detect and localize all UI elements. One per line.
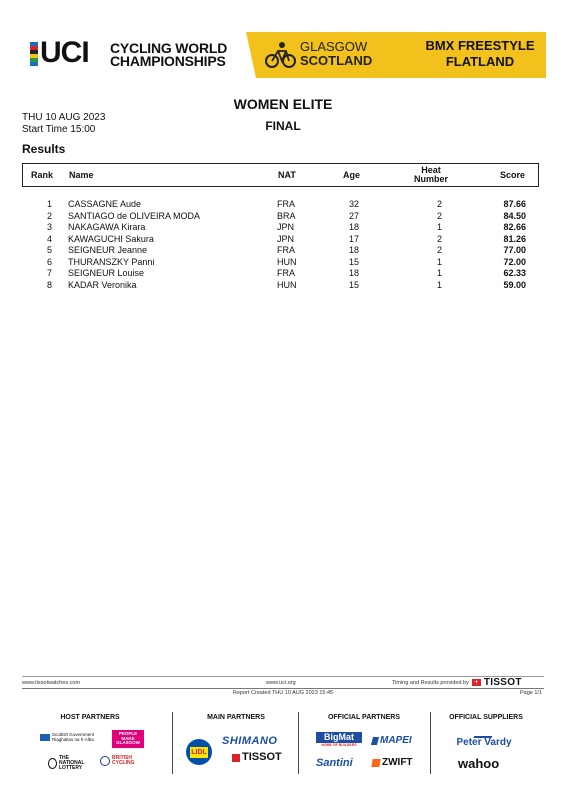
table-row [22, 280, 539, 292]
championships-title [110, 42, 227, 68]
official-suppliers-title: OFFICIAL SUPPLIERS [449, 714, 523, 721]
bigmat-text: BigMat [316, 732, 362, 743]
official-partners-title: OFFICIAL PARTNERS [327, 714, 401, 721]
score-cell: 87.66 [503, 199, 526, 209]
nat-cell: HUN [277, 279, 297, 290]
results-table-body [22, 199, 539, 291]
page-number: Page 1/1 [520, 690, 543, 696]
lidl-logo [186, 739, 212, 765]
host-city-line2: SCOTLAND [300, 53, 373, 68]
heat-cell: 1 [436, 256, 442, 267]
score-cell: 77.00 [503, 245, 526, 255]
uci-url-link[interactable]: www.uci.org [266, 680, 296, 686]
age-cell: 18 [348, 245, 359, 255]
heat-cell: 1 [436, 268, 442, 278]
table-row [22, 268, 539, 280]
table-row [22, 257, 539, 269]
tissot-cross-icon: + [472, 679, 481, 686]
col-rank: Rank [31, 169, 54, 180]
host-partners-title: HOST PARTNERS [60, 714, 120, 721]
rank-cell: 4 [46, 233, 52, 244]
event-line1: BMX FREESTYLE [425, 38, 535, 53]
heat-cell: 2 [436, 245, 442, 255]
british-cycling-logo [100, 756, 148, 766]
phase-title: FINAL [265, 119, 301, 133]
tissot-url-link[interactable]: www.tissotwatches.com [22, 680, 81, 686]
shimano-logo: SHIMANO [222, 735, 278, 747]
rank-cell: 5 [46, 245, 52, 255]
age-cell: 18 [348, 268, 359, 278]
table-row [22, 234, 539, 246]
table-row [22, 245, 539, 257]
rank-cell: 7 [46, 268, 52, 278]
section-title: Results [22, 142, 66, 156]
table-row [22, 199, 539, 211]
wahoo-logo: wahoo [458, 756, 500, 771]
event-date: THU 10 AUG 2023 [22, 112, 106, 123]
name-cell: SEIGNEUR Jeanne [68, 245, 148, 255]
name-cell: NAKAGAWA Kirara [68, 222, 146, 232]
rank-cell: 8 [46, 279, 52, 290]
tissot-text: TISSOT [242, 751, 282, 763]
col-heat-line2: Number [413, 174, 448, 184]
crossed-fingers-icon [48, 758, 57, 769]
heat-cell: 1 [436, 279, 442, 290]
mapei-logo [372, 736, 412, 746]
age-cell: 27 [348, 210, 359, 221]
col-name: Name [69, 169, 94, 180]
name-cell: SANTIAGO de OLIVEIRA MODA [68, 210, 201, 221]
col-nat: NAT [278, 169, 296, 180]
zwift-text: ZWIFT [382, 757, 413, 768]
rank-cell: 1 [46, 199, 52, 209]
tissot-logo [232, 752, 282, 763]
event-line2: FLATLAND [445, 54, 515, 69]
main-partners-title: MAIN PARTNERS [207, 714, 265, 721]
event-name [420, 38, 540, 70]
peter-vardy-text: Peter Vardy [456, 737, 512, 748]
nat-cell: FRA [277, 199, 295, 209]
score-cell: 59.00 [503, 279, 526, 290]
col-heat [401, 164, 461, 186]
nat-cell: JPN [277, 233, 295, 244]
host-city-line1: GLASGOW [300, 39, 368, 54]
name-cell: CASSAGNE Aude [68, 199, 142, 209]
name-cell: KAWAGUCHI Sakura [68, 233, 154, 244]
age-cell: 18 [348, 222, 359, 232]
uci-wordmark: UCI [40, 36, 89, 69]
age-cell: 15 [348, 256, 359, 267]
glasgow-cyclist-icon [264, 40, 298, 70]
host-city [300, 40, 372, 68]
rank-cell: 3 [46, 222, 52, 232]
partner-divider [430, 712, 431, 774]
bicycle-icon [100, 756, 110, 766]
rainbow-stripes-icon [30, 42, 38, 66]
table-row [22, 211, 539, 223]
score-cell: 62.33 [503, 268, 526, 278]
score-cell: 82.66 [503, 222, 526, 232]
timing-credit [392, 677, 522, 688]
saltire-icon [40, 734, 50, 741]
people-make-glasgow-logo: PEOPLE MAKE GLASGOW [112, 730, 144, 748]
british-cycling-text: BRITISH CYCLING [112, 755, 135, 766]
championships-line1: CYCLING WORLD [110, 40, 228, 56]
partner-divider [172, 712, 173, 774]
scottish-government-text: Scottish Government Riaghaltas na h-Alba [52, 732, 95, 742]
zwift-logo [372, 758, 413, 768]
score-cell: 81.26 [503, 233, 526, 244]
bigmat-logo [316, 732, 362, 750]
timing-brand: TISSOT [483, 677, 522, 688]
national-lottery-logo [48, 756, 92, 771]
nat-cell: FRA [277, 268, 295, 278]
report-created: Report Created THU 10 AUG 2023 15:45 [232, 690, 334, 696]
table-row [22, 222, 539, 234]
heat-cell: 2 [436, 210, 442, 221]
nat-cell: BRA [277, 210, 296, 221]
bigmat-tagline: HOME OF BUILDERS [321, 743, 357, 747]
report-divider [22, 688, 544, 689]
age-cell: 15 [348, 279, 359, 290]
category-title: WOMEN ELITE [233, 96, 333, 112]
nat-cell: FRA [277, 245, 295, 255]
rank-cell: 6 [46, 256, 52, 267]
heat-cell: 2 [436, 199, 442, 209]
age-cell: 17 [348, 233, 359, 244]
col-score: Score [500, 169, 526, 180]
heat-cell: 1 [436, 222, 442, 232]
col-age: Age [343, 169, 361, 180]
mapei-text: MAPEI [380, 735, 412, 746]
heat-cell: 2 [436, 233, 442, 244]
score-cell: 84.50 [503, 210, 526, 221]
peter-vardy-logo [452, 730, 516, 748]
nat-cell: JPN [277, 222, 295, 232]
peter-vardy-mark-icon [474, 730, 495, 738]
rank-cell: 2 [46, 210, 52, 221]
name-cell: KADAR Veronika [68, 279, 137, 290]
nat-cell: HUN [277, 256, 297, 267]
partner-divider [298, 712, 299, 774]
timing-text: Timing and Results provided by [392, 679, 469, 686]
tissot-cross-icon [232, 754, 240, 762]
lidl-text: LIDL [191, 748, 207, 756]
age-cell: 32 [348, 199, 359, 209]
national-lottery-text: THE NATIONAL LOTTERY [59, 755, 85, 771]
zwift-z-icon [371, 759, 380, 767]
uci-logo [30, 36, 100, 69]
mapei-swoosh-icon [371, 737, 379, 745]
name-cell: THURANSZKY Panni [68, 256, 155, 267]
name-cell: SEIGNEUR Louise [68, 268, 145, 278]
santini-logo: Santini [316, 757, 353, 769]
results-table-header [22, 163, 539, 187]
scottish-government-logo [40, 733, 110, 742]
score-cell: 72.00 [503, 256, 526, 267]
col-heat-line1: Heat [421, 165, 441, 175]
championships-line2: CHAMPIONSHIPS [110, 53, 226, 69]
start-time: Start Time 15:00 [22, 124, 96, 135]
